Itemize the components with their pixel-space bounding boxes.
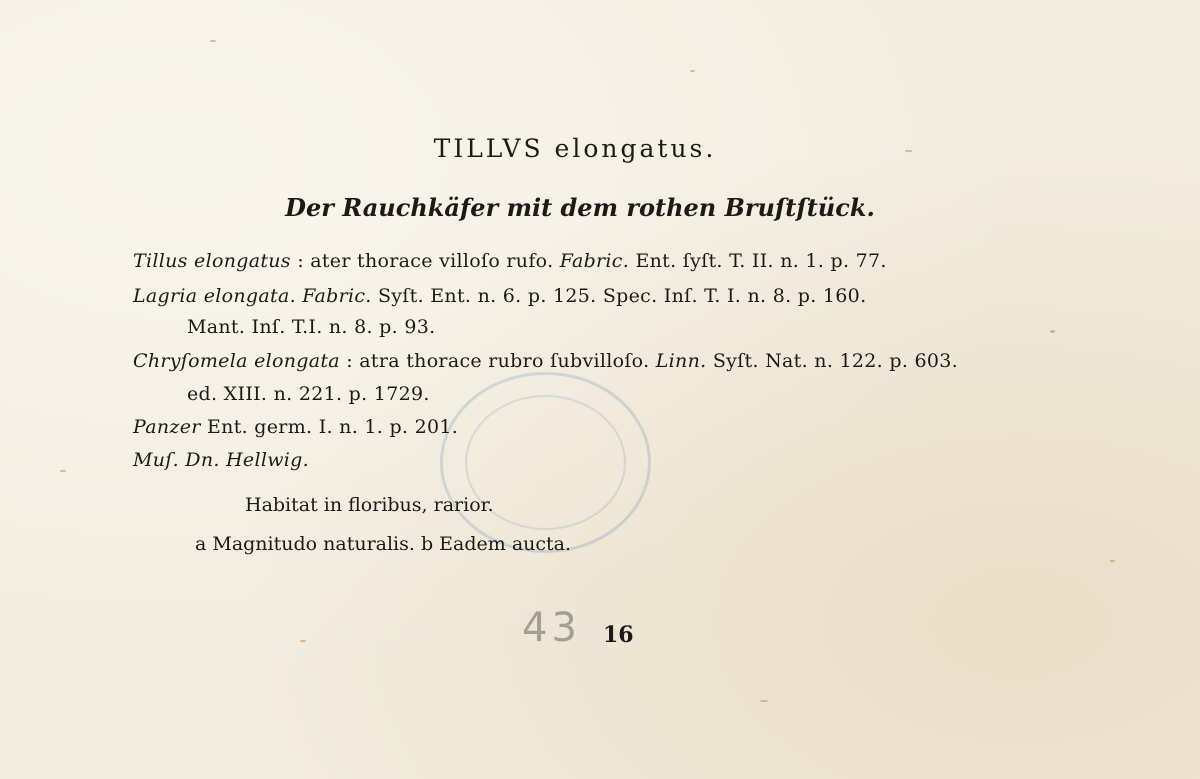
paper-fleck bbox=[300, 640, 306, 642]
page-number: 16 bbox=[603, 622, 634, 648]
reference: Ent. germ. I. n. 1. p. 201. bbox=[206, 416, 459, 438]
collection: Muſ. Dn. Hellwig. bbox=[133, 449, 309, 471]
paper-fleck bbox=[1050, 330, 1055, 333]
synonym-line bbox=[133, 449, 309, 471]
paper-fleck bbox=[210, 40, 216, 42]
description: : ater thorace villoſo rufo. bbox=[297, 250, 554, 272]
synonym-line bbox=[133, 250, 887, 272]
author: Fabric. bbox=[559, 250, 630, 272]
paper-fleck bbox=[690, 70, 695, 72]
reference: Mant. Inſ. T.I. n. 8. p. 93. bbox=[187, 316, 436, 338]
synonym-continuation bbox=[187, 316, 435, 338]
library-stamp bbox=[440, 372, 651, 553]
page-subtitle: Der Rauchkäfer mit dem rothen Bruſtſtück. bbox=[285, 193, 875, 222]
author: Linn. bbox=[655, 350, 707, 372]
author: Fabric. bbox=[302, 285, 372, 307]
reference: ed. XIII. n. 221. p. 1729. bbox=[187, 383, 430, 405]
reference: Syſt. Ent. n. 6. p. 125. Spec. Inſ. T. I. n. 8. p. 160. bbox=[377, 285, 867, 307]
synonym-line bbox=[133, 285, 866, 307]
taxon-name: Chryſomela elongata bbox=[133, 350, 340, 372]
habitat-text: Habitat in floribus, rarior. bbox=[245, 494, 494, 516]
reference: Ent. ſyſt. T. II. n. 1. p. 77. bbox=[635, 250, 887, 272]
taxon-name: Tillus elongatus bbox=[133, 250, 291, 272]
synonym-line bbox=[133, 416, 458, 438]
paper-fleck bbox=[760, 700, 768, 702]
pencil-annotation: 43 bbox=[522, 605, 581, 651]
page-title: TILLVS elongatus. bbox=[433, 134, 717, 163]
paper-fleck bbox=[1110, 560, 1115, 562]
synonym-continuation bbox=[187, 383, 430, 405]
reference: Syſt. Nat. n. 122. p. 603. bbox=[712, 350, 958, 372]
author: Panzer bbox=[133, 416, 201, 438]
figure-explanation: a Magnitudo naturalis. b Eadem aucta. bbox=[195, 533, 572, 555]
description: : atra thorace rubro ſubvilloſo. bbox=[346, 350, 650, 372]
synonym-line bbox=[133, 350, 958, 372]
taxon-name: Lagria elongata. bbox=[133, 285, 296, 307]
paper-fleck bbox=[60, 470, 66, 472]
